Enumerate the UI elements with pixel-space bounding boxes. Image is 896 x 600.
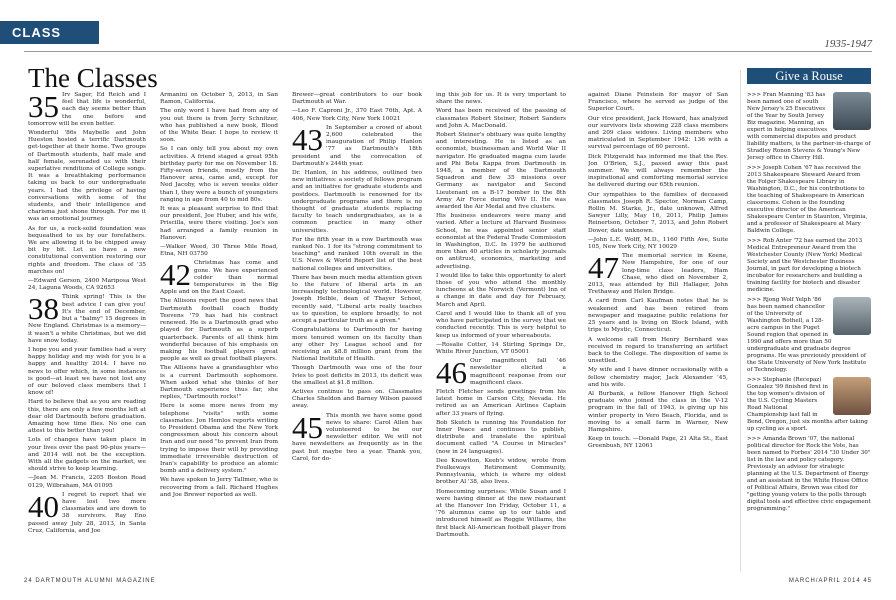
class-note-paragraph (292, 327, 422, 363)
class-note-paragraph (28, 278, 146, 292)
section-tab: CLASS NOTES (0, 21, 99, 44)
class-note-text: There has been much media attention given to the future of liberal arts in an increasingly technological world. However, Joseph Helble, dean of Thayer School, recently said, "Liberal arts really teaches us to question, to explore broadly, to not accept a particular truth as a given." (292, 274, 422, 325)
class-note-text: A card from Carl Kaufman notes that he is weakened and has been retired from newspaper and magazine public relations for 25 years and is living on Block Island, with trips to Mystic, Connecticut. (588, 298, 728, 334)
column-5 (588, 92, 728, 570)
class-note-text: I regret to report that we have lost two more classmates and are down to 38 survivors. Ray Eno passed away July 28, 2013, in Santa Cruz, California, and Joe (28, 491, 146, 534)
class-note-paragraph (436, 311, 566, 340)
class-note-text: Actives continue to pass on. Classmates Charles Sheldon and Barney Wilson passed away. (292, 388, 422, 410)
class-note-paragraph (160, 244, 278, 258)
class-note-paragraph (28, 92, 146, 128)
class-note-text: ing this job for us. It is very important to share the news. (436, 92, 566, 106)
class-note-paragraph (292, 170, 422, 235)
class-note-paragraph (160, 365, 278, 401)
class-note-paragraph (28, 475, 146, 489)
header-rule (24, 51, 872, 52)
column-4 (436, 92, 566, 570)
class-note-paragraph (28, 291, 146, 344)
class-note-paragraph (436, 489, 566, 539)
class-note-text: Fletch Fletcher sends greetings from his latest home in Carson City, Nevada. He retired as an American Airlines Captain after 33 years of flying. (436, 388, 566, 417)
class-note-paragraph (588, 116, 728, 152)
class-year-number: 46 (436, 355, 467, 391)
class-note-text: A welcome call from Henry Bernhard was received in regard to transferring an artifact back to the College. The disposition of same is unsettled. (588, 336, 728, 365)
class-note-text: For the fifth year in a row Dartmouth was ranked No. 1 for its "strong commitment to teaching" and ranked 10th overall in the U.S. News & World Report list of the best national colleges and universities. (292, 236, 422, 272)
class-note-text: Robert Steiner's obituary was quite lengthy and interesting. He is listed as an economist, businessman and World War II navigator. He graduated magna cum laude and Phi Beta Kappa from Dartmouth in 1948, a member of the Dartmouth Squadron and flew 35 missions over Germany as navigator and Second Lieutenant on a B-17 bomber in the 8th Army Air Force during WW II. He was awarded the Air Medal and five clusters. (436, 132, 566, 211)
class-year-number: 40 (28, 488, 59, 524)
class-note-text: —Leo F. Caproni Jr., 370 East 76th, Apt. A 406, New York City, New York 10021 (292, 108, 422, 122)
alumni-news-item (747, 238, 871, 294)
class-note-text: Al Burbank, a fellow Hanover High School graduate who joined the class in the V-12 program in the fall of 1943, is giving up his winter property in Vero Beach, Florida, and is moving to a small farm in Warner, New Hampshire. (588, 390, 728, 433)
alumni-news-text: >>> Fran Manning '83 has been named one of south New Jersey's 25 Executives of the Year by South Jersey Biz magazine. Manning, an expert in helping executives with commercial disputes and product liability matters, is the partner-in-charge of Stradley Ronon Stevens & Young's New Jersey office in Cherry Hill. (747, 92, 871, 161)
alumni-news-item (747, 297, 871, 374)
class-years-range: 1935-1947 (824, 38, 872, 50)
class-note-text: I would like to take this opportunity to alert those of you who attend the monthly luncheons at the Norwich (Vermont) Inn of a change in date and day for February, March and April. (436, 272, 566, 308)
class-note-paragraph (160, 92, 278, 106)
class-note-text: Our vice president, Jack Howard, has analyzed our survivors lists showing 228 class members and 209 class widows. Living members who matriculated in September 1942: 136 with a survival percentage of 60 percent. (588, 115, 728, 151)
class-note-text: Though Dartmouth was one of the four Ivies to post deficits in 2013, its deficit was the smallest at $1.8 million. (292, 365, 422, 386)
class-note-text: —Jean M. Francis, 2205 Boston Road 0129, Wilbraham, MA 01095 (28, 475, 146, 489)
alumni-news-item (747, 92, 871, 162)
class-note-paragraph (28, 437, 146, 473)
class-note-paragraph (292, 409, 422, 463)
class-year-number: 47 (588, 250, 619, 286)
class-note-paragraph (292, 237, 422, 273)
class-note-paragraph (588, 298, 728, 334)
class-note-text: In September a crowd of about 2,600 celebrated the inauguration of Philip Hanlon '77 as Dartmouth's 18th president and the convocation of Dartmouth's 244th year. (292, 124, 422, 167)
class-note-text: His business endeavors were many and varied. After a lecture at Harvard Business School, he was appointed senior staff economist at the Federal Trade Commission in Washington, D.C. In 1979 he authored more than 40 articles in scholarly journals on antitrust, economics, marketing and advertising. (436, 213, 566, 270)
class-note-text: I hope you and your families had a very happy holiday and my wish for you is a happy and healthy 2014. I have no news to offer which, in some instances is good—at least we have not lost any of our beloved class members that I know of! (28, 346, 146, 397)
class-note-text: The memorial service in Keene, New Hampshire, for one of our long-time class leaders, Ham Chase, who died on November 2, 2013, was attended by Bill Hallager, John Trethaway and Helen Bridge. (588, 253, 728, 296)
class-note-paragraph (292, 121, 422, 168)
class-note-paragraph (436, 273, 566, 309)
class-note-text: Homecoming surprises: While Susan and I were having dinner at the new restaurant at the Hanover Inn Friday, October 11, a '76 alumnus came up to our table and introduced himself as Reggie Williams, the first black All-American football player from Dartmouth. (436, 488, 566, 538)
class-note-text: Armanini on October 5, 2013, in San Ramon, California. (160, 92, 278, 106)
class-note-text: Here is some more news from my telephone "visits" with some classmates. Jon Hemlos reports writing to President Obama and the New York congressmen about his concern about Iran and our need "to prevent Iran from trying to impose their will by providing immediate irreversible destruction of Iran's capability to produce an atomic bomb and a delivery system." (160, 403, 278, 475)
alumni-portrait-photo (833, 297, 871, 335)
class-year-number: 42 (160, 257, 191, 293)
class-note-text: Dee Knowlton, Keeb's widow, wrote from Foulkeways Retirement Community, Pennsylvania, which is where my oldest brother Al '38, also lives. (436, 457, 566, 486)
sidebar-title: Give a Rouse (747, 68, 871, 84)
class-note-paragraph (292, 275, 422, 325)
class-note-text: against Diane Feinstein for mayor of San Francisco, where he served as judge of the Superior Court. (588, 92, 728, 113)
class-note-text: It was a pleasant surprise to find that our president, Joe Huber, and his wife, Priscilla, were there visiting. Joe's son had arranged a family reunion in Hanover. (160, 206, 278, 241)
sidebar-divider (740, 70, 741, 572)
class-note-paragraph (436, 213, 566, 271)
class-note-text: Bob Skutch is running his Foundation for Inner Peace and continues to publish, distribute and translate the spiritual document called "A Course in Miracles" (now in 24 languages). (436, 419, 566, 455)
class-note-paragraph (292, 365, 422, 387)
alumni-portrait-photo (833, 377, 871, 415)
class-note-text: So I can only tell you about my own activities. A friend staged a great 95th birthday party for me on November 18. Fifty-seven friends, mostly from the Hanover area, came and, except for Ned Jacoby, who is seven weeks older than I, they were a bunch of youngsters ranging in age from 40 to mid 80s. (160, 146, 278, 203)
class-year-number: 43 (292, 121, 323, 157)
class-note-paragraph (436, 108, 566, 130)
class-note-paragraph (160, 477, 278, 499)
class-note-paragraph (28, 399, 146, 435)
class-note-paragraph (588, 337, 728, 366)
column-3 (292, 92, 422, 570)
class-note-text: Keep in touch. —Donald Page, 21 Alta St., East Greenbush, NY 12061 (588, 436, 728, 450)
class-note-paragraph (160, 146, 278, 204)
class-note-paragraph (160, 108, 278, 144)
class-note-paragraph (292, 108, 422, 122)
class-note-text: Congratulations to Dartmouth for having more tenured women on its faculty than any other Ivy League school and for receiving an $8.8 million grant from the National Institute of Health. (292, 327, 422, 363)
class-note-paragraph (28, 130, 146, 224)
class-note-text: Lots of changes have taken place in your lives over the past 90-plus years—and 2014 will not be the exception. With all the gadgets on the market, we should strive to keep learning. (28, 437, 146, 473)
class-note-text: Hard to believe that as you are reading this, there are only a few months left at dear old Dartmouth before graduation. Amazing how time flies. No one can attest to this better than you! (28, 399, 146, 435)
class-note-text: The Allisons have a grandaughter who is a current Dartmouth sophomore. When asked what she thinks of her Dartmouth experience thus far, she replies, "Dartmouth rocks!" (160, 365, 278, 401)
alumni-news-text: >>> Rob Anter '72 has earned the 2013 Medical Entrepreneur Award from the Westchester County (New York) Medical Society and the Westchester Business Journal, in part for developing a biotech incubator for researchers and building a training facility for biotech and disaster medicine. (747, 238, 863, 293)
class-note-text: Wonderful '86s Maybelle and John Hueston hosted a terrific Dartmouth get-together at their home. Two groups of Dartmouth students, half male and half female, serenaded us with their superlative renditions of College songs. It was a breathtaking performance taking us back to our undergraduate years. I had the privilege of having conversations with some of the students, and their intelligence and charisma just shone through. For me it was an emotional journey. (28, 130, 146, 223)
class-note-paragraph (28, 347, 146, 397)
alumni-news-text: >>> Joseph Cohen '67 has received the 2013 Shakespeare Steward Award from the Folger Shakespeare Library in Washington, D.C., for his contributions to the teaching of Shakespeare in American classrooms. Cohen is the founding executive director of the American Shakespeare Center in Staunton, Virginia, and a professor of Shakespeare at Mary Baldwin College. (747, 165, 868, 234)
class-note-text: Think spring! This is the best advice I can give you! It's the end of December, but a "balmy" 15 degrees in New England. Christmas is a memory—it wasn't a white Christmas, but we did have snow today. (28, 294, 146, 344)
class-year-number: 35 (28, 92, 59, 124)
class-note-text: This month we have some good news to share: Carol Allen has volunteered to be our newsletter editor. We will not have newsletters as frequently as in the past but maybe two a year. Thank you, Carol, for do- (292, 412, 422, 462)
class-note-paragraph (436, 342, 566, 356)
class-note-text: Christmas has come and gone. We have experienced colder than normal temperatures in the Big Apple and on the East Coast. (160, 260, 278, 296)
alumni-news-item (747, 436, 871, 513)
class-note-paragraph (28, 488, 146, 535)
class-note-paragraph (588, 154, 728, 190)
class-note-text: —Edward Gerson, 2400 Mariposa West 24, Laguna Woods, CA 92653 (28, 278, 146, 292)
class-note-text: Our magnificent fall '46 newsletter elicited a magnificent response from our magnificent class. (470, 358, 566, 386)
class-note-text: My wife and I have dinner occasionally with a fellow chemistry major, Jack Alexander '45, and his wife. (588, 367, 728, 388)
class-note-text: —John L.E. Wolff, M.D., 1160 Fifth Ave, Suite 105, New York City, NY 10029 (588, 236, 728, 251)
alumni-portrait-photo (833, 92, 871, 130)
class-note-text: Dr. Hanlon, in his address, outlined two new initiatives: a society of fellows program and an initiative for graduate students and postdocs. Dartmouth is renowned for its undergraduate programs and there is no thought of graduate students replacing faculty to teach undergraduates, as is a common practice in many other universities. (292, 170, 422, 234)
class-note-text: Dick Fitzgerald has informed me that the Rev. Jon O'Brien, S.J., passed away this past summer. We will always remember the inspirational and comforting memorial service he delivered during our 65th reunion. (588, 153, 728, 189)
class-note-paragraph (160, 298, 278, 363)
column-2 (160, 92, 278, 570)
page-title: The Classes (28, 63, 158, 93)
class-note-paragraph (588, 391, 728, 434)
class-note-paragraph (588, 192, 728, 235)
class-note-paragraph (588, 250, 728, 296)
class-note-paragraph (292, 92, 422, 106)
class-note-text: Carol and I would like to thank all of you who have participated in the survey that we conducted recently. This is very helpful to keep us informed of your whereabouts. (436, 310, 566, 339)
alumni-news-text: >>> Amanda Brown '07, the national political director for Rock the Vote, has been named to Forbes' 2014 "30 Under 30" list in the law and policy category. Previously an advisor for strategic planning at the U.S. Department of Energy and an assistant in the White House Office of Political Affairs, Brown was cited for "getting young voters to the polls through digital tools and effective civic engagement programming." (747, 436, 871, 512)
footer-left: 24 DARTMOUTH ALUMNI MAGAZINE (24, 578, 156, 584)
class-year-number: 38 (28, 291, 59, 327)
class-note-paragraph (436, 132, 566, 211)
class-note-paragraph (588, 237, 728, 251)
class-note-paragraph (28, 226, 146, 276)
class-note-text: Irv Sager, Ed Reich and I feel that life is wonderful, each day seems better than the one before and tomorrow will be even better. (28, 92, 146, 127)
class-note-paragraph (436, 92, 566, 106)
class-note-text: The only word I have had from any of you out there is from Jerry Schnitzer, who has published a new book, Blood of the White Bear. I hope to review it soon. (160, 108, 278, 144)
class-note-paragraph (160, 257, 278, 296)
class-note-paragraph (588, 367, 728, 389)
class-note-paragraph (436, 389, 566, 418)
class-note-text: —Rosalie Cotter, 14 Stirling Springs Dr., White River Junction, VT 05001 (436, 341, 566, 355)
class-note-paragraph (436, 420, 566, 456)
alumni-news-item (747, 165, 871, 235)
class-note-text: Word has been received of the passing of classmates Robert Steiner, Robert Sanders and John A. MacDonald. (436, 108, 566, 129)
class-note-text: Brewer—great contributors to our book Dartmouth at War. (292, 92, 422, 106)
alumni-news-text: >>> Rjong Wolf Yelph '86 has been named chancellor of the University of Washington Bothell, a 128-acre campus in the Puget Sound region that opened in 1990 and offers more than 50 undergraduate and graduate degree programs. He was previously president of the State University of New York Institute of Technology. (747, 297, 867, 373)
class-note-text: —Walker Weed, 30 Three Mile Road, Etna, NH 03750 (160, 244, 278, 258)
class-note-paragraph (588, 92, 728, 114)
class-note-paragraph (292, 389, 422, 411)
class-note-text: We have spoken to Jerry Tallmer, who is recovering from a fall. Richard Hughes and Joe Brewer reported as well. (160, 477, 278, 498)
class-note-paragraph (436, 458, 566, 487)
give-a-rouse-sidebar (747, 92, 871, 570)
class-note-text: As for us, a rock-solid foundation was bequeathed to us by our forefathers. We are allowing it to be chipped away bit by bit. Let us have a new constitutional convention restoring our rights and freedom. The class of '35 marches on! (28, 225, 146, 275)
footer-right: MARCH/APRIL 2014 45 (788, 578, 872, 584)
column-1 (28, 92, 146, 570)
alumni-news-text: >>> Stephanie (Recepaz) Gonzalez '99 finished first in the top women's division of the U.S. Cycling Masters Road National Championship last fall in Bend, Oregon, just six months after taking up cycling as a sport. (747, 377, 868, 432)
class-note-paragraph (436, 355, 566, 391)
class-note-paragraph (588, 436, 728, 450)
alumni-news-item (747, 377, 871, 433)
class-note-paragraph (160, 403, 278, 475)
class-note-text: The Allisons report the good news that Dartmouth football coach Buddy Teevens '79 has had his contract renewed. He is a Dartmouth grad who played for Dartmouth as a superb quarterback. Parents of all think him wonderful because of his emphasis on making his football players great people as well as great football players. (160, 298, 278, 363)
class-year-number: 45 (292, 409, 323, 445)
class-note-paragraph (160, 206, 278, 242)
class-note-text: Our sympathies to the families of deceased classmates Joseph R. Spector, Norman Camp, Rollin M. Starke, Jr., date unknown, Alfred Sawyer Lilly, May 16, 2011, Philip James Reinertson, October 7, 2013, and John Robert Dower, date unknown. (588, 191, 728, 234)
